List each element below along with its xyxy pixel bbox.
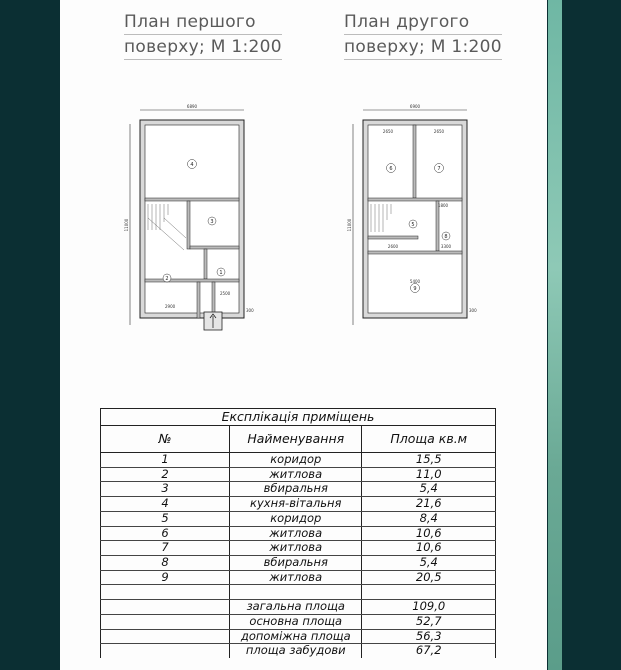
dim-total-width: 6890 bbox=[186, 104, 198, 109]
dim-corridor-width: 2600 bbox=[387, 244, 399, 249]
table-row: 1 коридор 15,5 bbox=[101, 453, 496, 468]
dim-room9-width: 5400 bbox=[409, 279, 421, 284]
dim-side: 300 bbox=[246, 308, 254, 313]
room-label-5: 5 bbox=[411, 222, 415, 228]
dim-room7-width: 2650 bbox=[433, 129, 445, 134]
room-explication-table bbox=[100, 408, 496, 658]
dim-room1-width: 2500 bbox=[220, 291, 231, 296]
room-label-2: 2 bbox=[165, 276, 169, 282]
second-floor-title: План другого поверху; М 1:200 bbox=[344, 10, 502, 60]
total-row: площа забудови 67,2 bbox=[101, 644, 496, 658]
table-row: 2 житлова 11,0 bbox=[101, 467, 496, 482]
dim-height-2: 11000 bbox=[347, 218, 352, 232]
table-caption: Експлікація приміщень bbox=[101, 409, 496, 426]
total-row: загальна площа 109,0 bbox=[101, 600, 496, 615]
total-row: основна площа 52,7 bbox=[101, 615, 496, 630]
first-floor-plan bbox=[120, 100, 330, 340]
dim-room2-width: 2900 bbox=[165, 304, 176, 309]
document-page bbox=[60, 0, 547, 670]
header-name: Найменування bbox=[230, 426, 362, 453]
first-floor-title: План першого поверху; М 1:200 bbox=[124, 10, 282, 60]
table-row: 7 житлова 10,6 bbox=[101, 541, 496, 556]
room-label-6: 6 bbox=[389, 166, 393, 172]
dim-corridor2-width: 3300 bbox=[440, 244, 452, 249]
second-floor-plan bbox=[343, 100, 553, 340]
table-row: 4 кухня-вітальня 21,6 bbox=[101, 497, 496, 512]
table-row: 8 вбиральня 5,4 bbox=[101, 555, 496, 570]
room-label-4: 4 bbox=[190, 162, 194, 168]
table-row: 9 житлова 20,5 bbox=[101, 570, 496, 585]
table-row: 5 коридор 8,4 bbox=[101, 511, 496, 526]
total-row: допоміжна площа 56,3 bbox=[101, 629, 496, 644]
dim-room6-width: 2650 bbox=[382, 129, 394, 134]
header-number: № bbox=[101, 426, 230, 453]
room-label-8: 8 bbox=[444, 234, 448, 240]
room-label-7: 7 bbox=[437, 166, 441, 172]
room-label-9: 9 bbox=[413, 286, 417, 292]
room-label-1: 1 bbox=[219, 270, 223, 276]
header-area: Площа кв.м bbox=[362, 426, 496, 453]
dim-side-2: 300 bbox=[469, 308, 477, 313]
table-row: 3 вбиральня 5,4 bbox=[101, 482, 496, 497]
dim-bath-width: 1800 bbox=[437, 203, 449, 208]
dim-height: 11000 bbox=[124, 218, 129, 232]
table-row: 6 житлова 10,6 bbox=[101, 526, 496, 541]
dim-total-width-2: 6900 bbox=[409, 104, 421, 109]
table-blank-row bbox=[101, 585, 496, 600]
room-label-3: 3 bbox=[210, 219, 214, 225]
